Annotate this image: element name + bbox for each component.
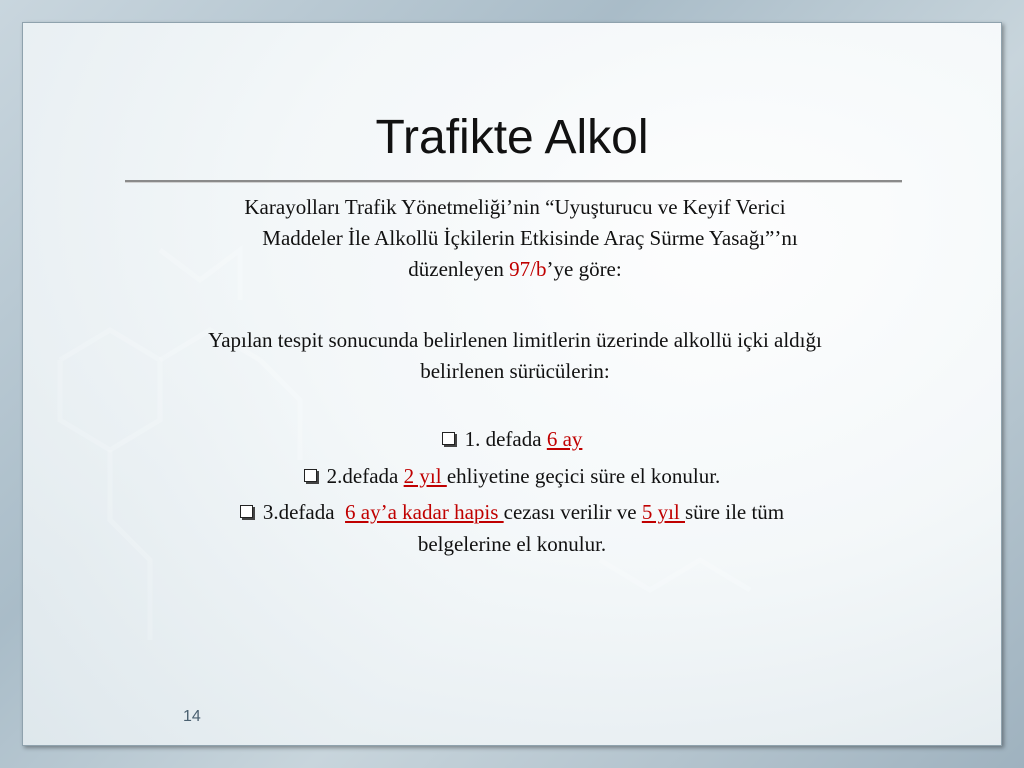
intro-line-2: Maddeler İle Alkollü İçkilerin Etkisinde Araç Sürme Yasağı”’nı: [262, 226, 798, 250]
intro-line-3-pre: düzenleyen: [408, 257, 510, 281]
bullet-3-prefix: 3.defada: [262, 500, 346, 524]
bullet-item-2: [0, 461, 1024, 492]
slide-title: Trafikte Alkol: [375, 111, 649, 164]
bullet-3-highlight-2: 5 yıl: [641, 500, 685, 524]
statement-line-2: belirlenen sürücülerin:: [420, 359, 610, 383]
bullet-item-1: [0, 424, 1024, 455]
bullet-3-highlight: 6 ay’a kadar hapis: [345, 500, 504, 524]
intro-line-1: Karayolları Trafik Yönetmeliği’nin “Uyuşturucu ve Keyif Verici: [244, 195, 786, 219]
bullet-1-highlight: 6 ay: [546, 427, 583, 451]
statement-paragraph: [120, 325, 910, 387]
bullet-3-continuation: belgelerine el konulur.: [417, 532, 607, 556]
bullet-2-suffix: ehliyetine geçici süre el konulur.: [446, 464, 721, 488]
bullet-item-3: [0, 497, 1024, 528]
article-number: 97/b: [509, 257, 547, 281]
intro-line-3-post: ’ye göre:: [546, 257, 622, 281]
checkbox-bullet-icon: [442, 432, 455, 445]
checkbox-bullet-icon: [240, 505, 253, 518]
bullet-2-highlight: 2 yıl: [403, 464, 447, 488]
page-number: 14: [183, 708, 201, 725]
intro-line-3: [408, 257, 621, 281]
bullet-1-prefix: 1. defada: [464, 427, 547, 451]
statement-line-1: Yapılan tespit sonucunda belirlenen limitlerin üzerinde alkollü içki aldığı: [208, 328, 822, 352]
checkbox-bullet-icon: [304, 469, 317, 482]
intro-paragraph: [160, 192, 870, 285]
bullet-2-prefix: 2.defada: [326, 464, 404, 488]
bullet-3-suffix: süre ile tüm: [685, 500, 785, 524]
title-divider: [125, 180, 902, 183]
bullet-3-middle: cezası verilir ve: [503, 500, 642, 524]
